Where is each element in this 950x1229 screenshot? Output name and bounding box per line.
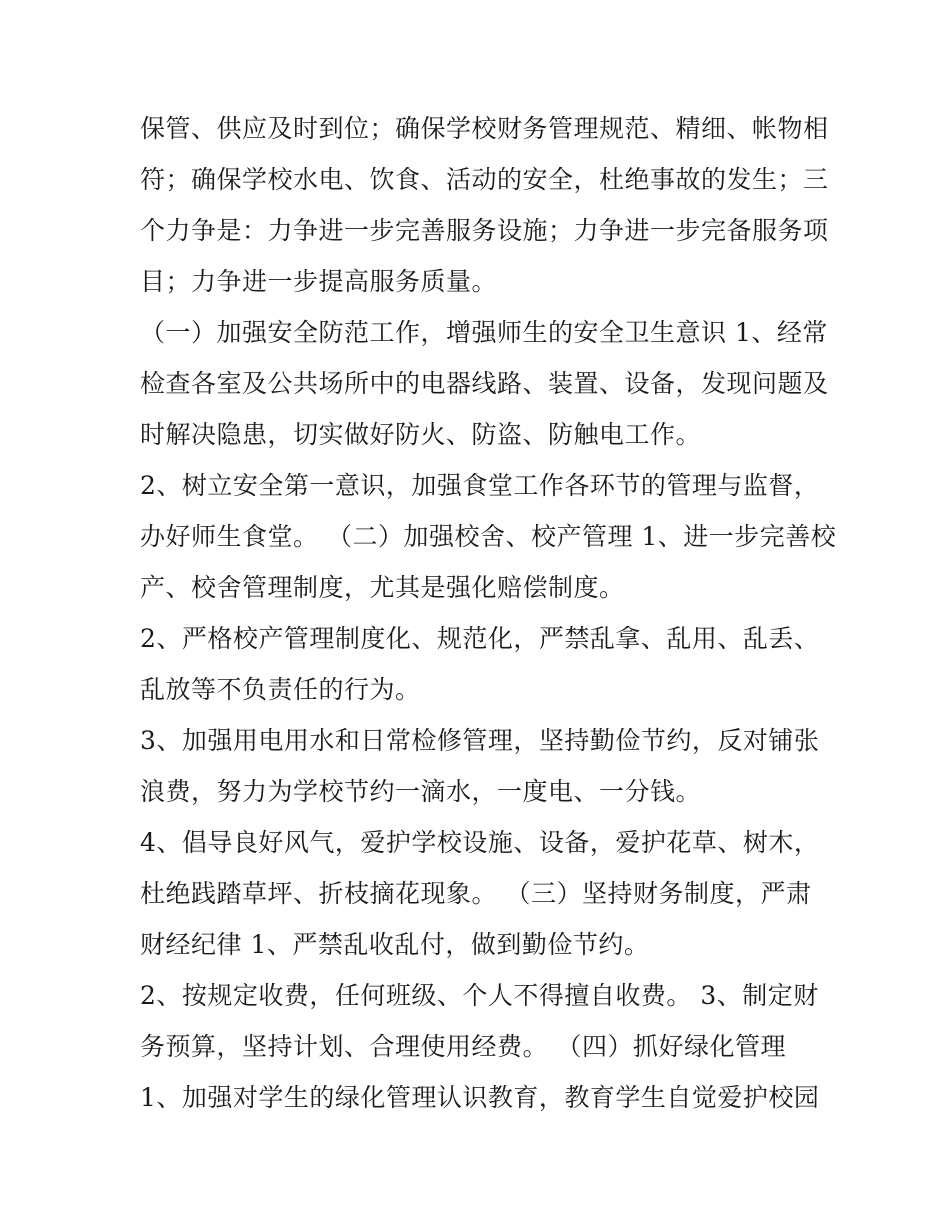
text-line: 2、严格校产管理制度化、规范化，严禁乱拿、乱用、乱丢、 — [140, 624, 820, 653]
text-line: 2、树立安全第一意识，加强食堂工作各环节的管理与监督， — [140, 471, 820, 500]
text-line: 1、加强对学生的绿化管理认识教育，教育学生自觉爱护校园 — [140, 1083, 820, 1112]
text-line: 办好师生食堂。 （二）加强校舍、校产管理 1、进一步完善校 — [140, 522, 837, 551]
text-line: 2、按规定收费，任何班级、个人不得擅自收费。 3、制定财 — [140, 981, 819, 1010]
text-line: 目；力争进一步提高服务质量。 — [140, 267, 498, 296]
text-line: 乱放等不负责任的行为。 — [140, 675, 421, 704]
text-line: 检查各室及公共场所中的电器线路、装置、设备，发现问题及 — [140, 369, 829, 398]
text-line: 务预算，坚持计划、合理使用经费。 （四）抓好绿化管理 — [140, 1032, 786, 1061]
text-line: 浪费，努力为学校节约一滴水，一度电、一分钱。 — [140, 777, 702, 806]
text-line: 个力争是：力争进一步完善服务设施；力争进一步完备服务项 — [140, 216, 829, 245]
text-line: 产、校舍管理制度，尤其是强化赔偿制度。 — [140, 573, 625, 602]
text-line: 符；确保学校水电、饮食、活动的安全，杜绝事故的发生；三 — [140, 165, 829, 194]
text-line: 时解决隐患，切实做好防火、防盗、防触电工作。 — [140, 420, 702, 449]
text-line: 杜绝践踏草坪、折枝摘花现象。 （三）坚持财务制度，严肃 — [140, 879, 812, 908]
text-line: 保管、供应及时到位；确保学校财务管理规范、精细、帐物相 — [140, 114, 829, 143]
document-body — [140, 103, 837, 1123]
text-line: 4、倡导良好风气，爱护学校设施、设备，爱护花草、树木， — [140, 828, 820, 857]
text-line: （一）加强安全防范工作，增强师生的安全卫生意识 1、经常 — [140, 318, 828, 347]
text-line: 财经纪律 1、严禁乱收乱付，做到勤俭节约。 — [140, 930, 650, 959]
text-line: 3、加强用电用水和日常检修管理，坚持勤俭节约，反对铺张 — [140, 726, 820, 755]
